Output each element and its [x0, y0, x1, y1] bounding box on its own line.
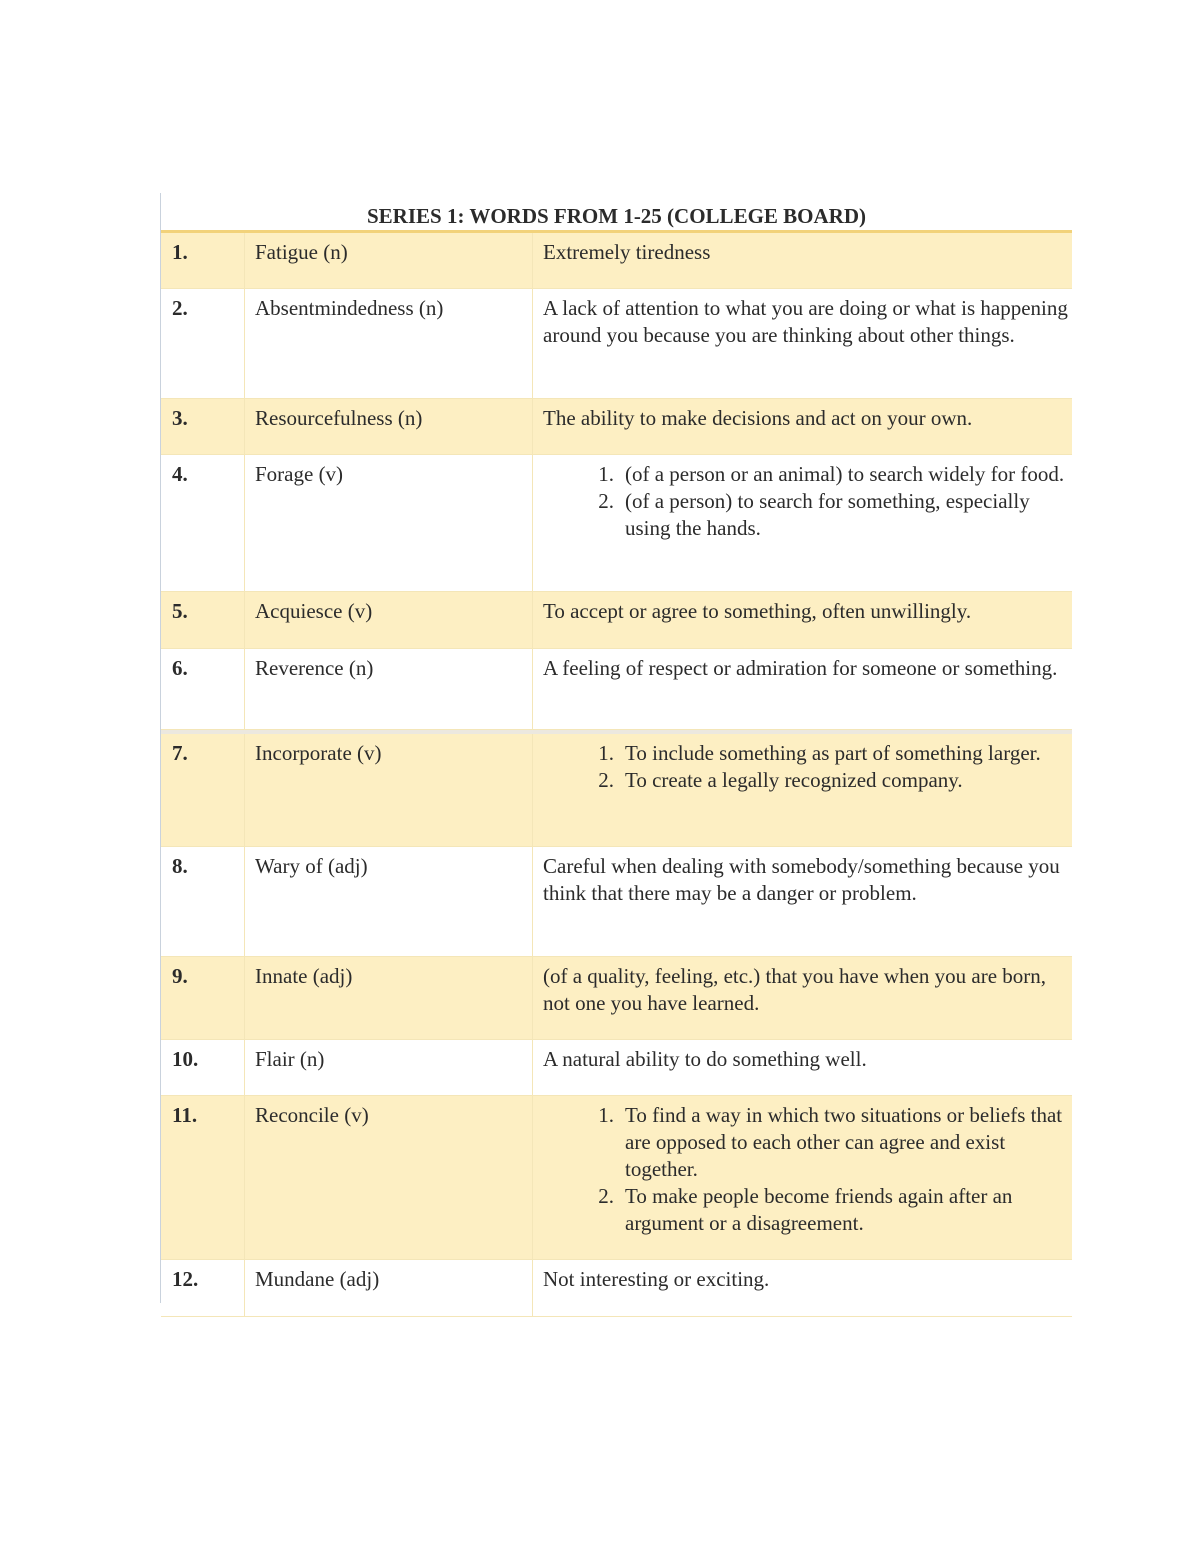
row-number: 12.	[161, 1260, 245, 1316]
definition: (of a quality, feeling, etc.) that you have when you are born, not one you have learned.	[543, 964, 1047, 1015]
table-row	[161, 399, 1072, 455]
list-number: 1.	[598, 462, 614, 486]
definition: Careful when dealing with somebody/something because you think that there may be a danger or problem.	[543, 854, 1060, 905]
row-number: 1.	[161, 233, 245, 288]
vocab-word: Resourcefulness (n)	[245, 399, 533, 454]
vocab-word: Flair (n)	[245, 1040, 533, 1095]
row-number: 4.	[161, 455, 245, 591]
list-item	[543, 740, 1068, 767]
row-number: 5.	[161, 592, 245, 648]
list-text: To make people become friends again after an argument or a disagreement.	[625, 1184, 1013, 1235]
row-number: 7.	[161, 734, 245, 846]
vocab-word: Absentmindedness (n)	[245, 289, 533, 398]
definition: To accept or agree to something, often unwillingly.	[543, 599, 972, 623]
row-number: 11.	[161, 1096, 245, 1259]
list-item	[543, 767, 1068, 794]
list-text: To find a way in which two situations or beliefs that are opposed to each other can agree and exist together.	[625, 1103, 1063, 1181]
table-row	[161, 1040, 1072, 1096]
list-number: 2.	[598, 768, 614, 792]
list-item	[543, 1102, 1068, 1183]
table-row	[161, 455, 1072, 592]
list-number: 1.	[598, 1103, 614, 1127]
list-number: 2.	[598, 489, 614, 513]
row-number: 9.	[161, 957, 245, 1039]
table-row	[161, 592, 1072, 649]
vocabulary-table	[161, 196, 1072, 1317]
definition-list	[533, 1096, 1072, 1259]
table-row	[161, 957, 1072, 1040]
list-item	[543, 461, 1068, 488]
table-title: SERIES 1: WORDS FROM 1-25 (COLLEGE BOARD)	[161, 196, 1072, 233]
table-row	[161, 233, 1072, 289]
vocab-word: Forage (v)	[245, 455, 533, 591]
vocab-word: Reverence (n)	[245, 649, 533, 729]
list-text: (of a person or an animal) to search widely for food.	[625, 462, 1065, 486]
row-number: 10.	[161, 1040, 245, 1095]
definition-list	[533, 455, 1072, 591]
row-number: 2.	[161, 289, 245, 398]
vocab-word: Fatigue (n)	[245, 233, 533, 288]
vocab-word: Acquiesce (v)	[245, 592, 533, 648]
vocab-word: Incorporate (v)	[245, 734, 533, 846]
table-row	[161, 730, 1072, 847]
table-row	[161, 1260, 1072, 1317]
vocab-word: Wary of (adj)	[245, 847, 533, 956]
definition: A lack of attention to what you are doing or what is happening around you because you are thinking about other things.	[543, 296, 1068, 347]
definition: The ability to make decisions and act on your own.	[543, 406, 973, 430]
list-number: 1.	[598, 741, 614, 765]
row-number: 8.	[161, 847, 245, 956]
definition: Extremely tiredness	[543, 240, 711, 264]
table-row	[161, 1096, 1072, 1260]
table-row	[161, 649, 1072, 730]
table-row	[161, 289, 1072, 399]
row-number: 3.	[161, 399, 245, 454]
list-text: To create a legally recognized company.	[625, 768, 963, 792]
definition-list	[533, 734, 1072, 846]
list-text: (of a person) to search for something, especially using the hands.	[625, 489, 1030, 540]
list-text: To include something as part of something larger.	[625, 741, 1041, 765]
definition: Not interesting or exciting.	[543, 1267, 770, 1291]
row-number: 6.	[161, 649, 245, 729]
list-number: 2.	[598, 1184, 614, 1208]
list-item	[543, 488, 1068, 542]
definition: A natural ability to do something well.	[543, 1047, 867, 1071]
list-item	[543, 1183, 1068, 1237]
table-row	[161, 847, 1072, 957]
vocab-word: Innate (adj)	[245, 957, 533, 1039]
vocab-word: Mundane (adj)	[245, 1260, 533, 1316]
definition: A feeling of respect or admiration for someone or something.	[543, 656, 1058, 680]
vocab-word: Reconcile (v)	[245, 1096, 533, 1259]
